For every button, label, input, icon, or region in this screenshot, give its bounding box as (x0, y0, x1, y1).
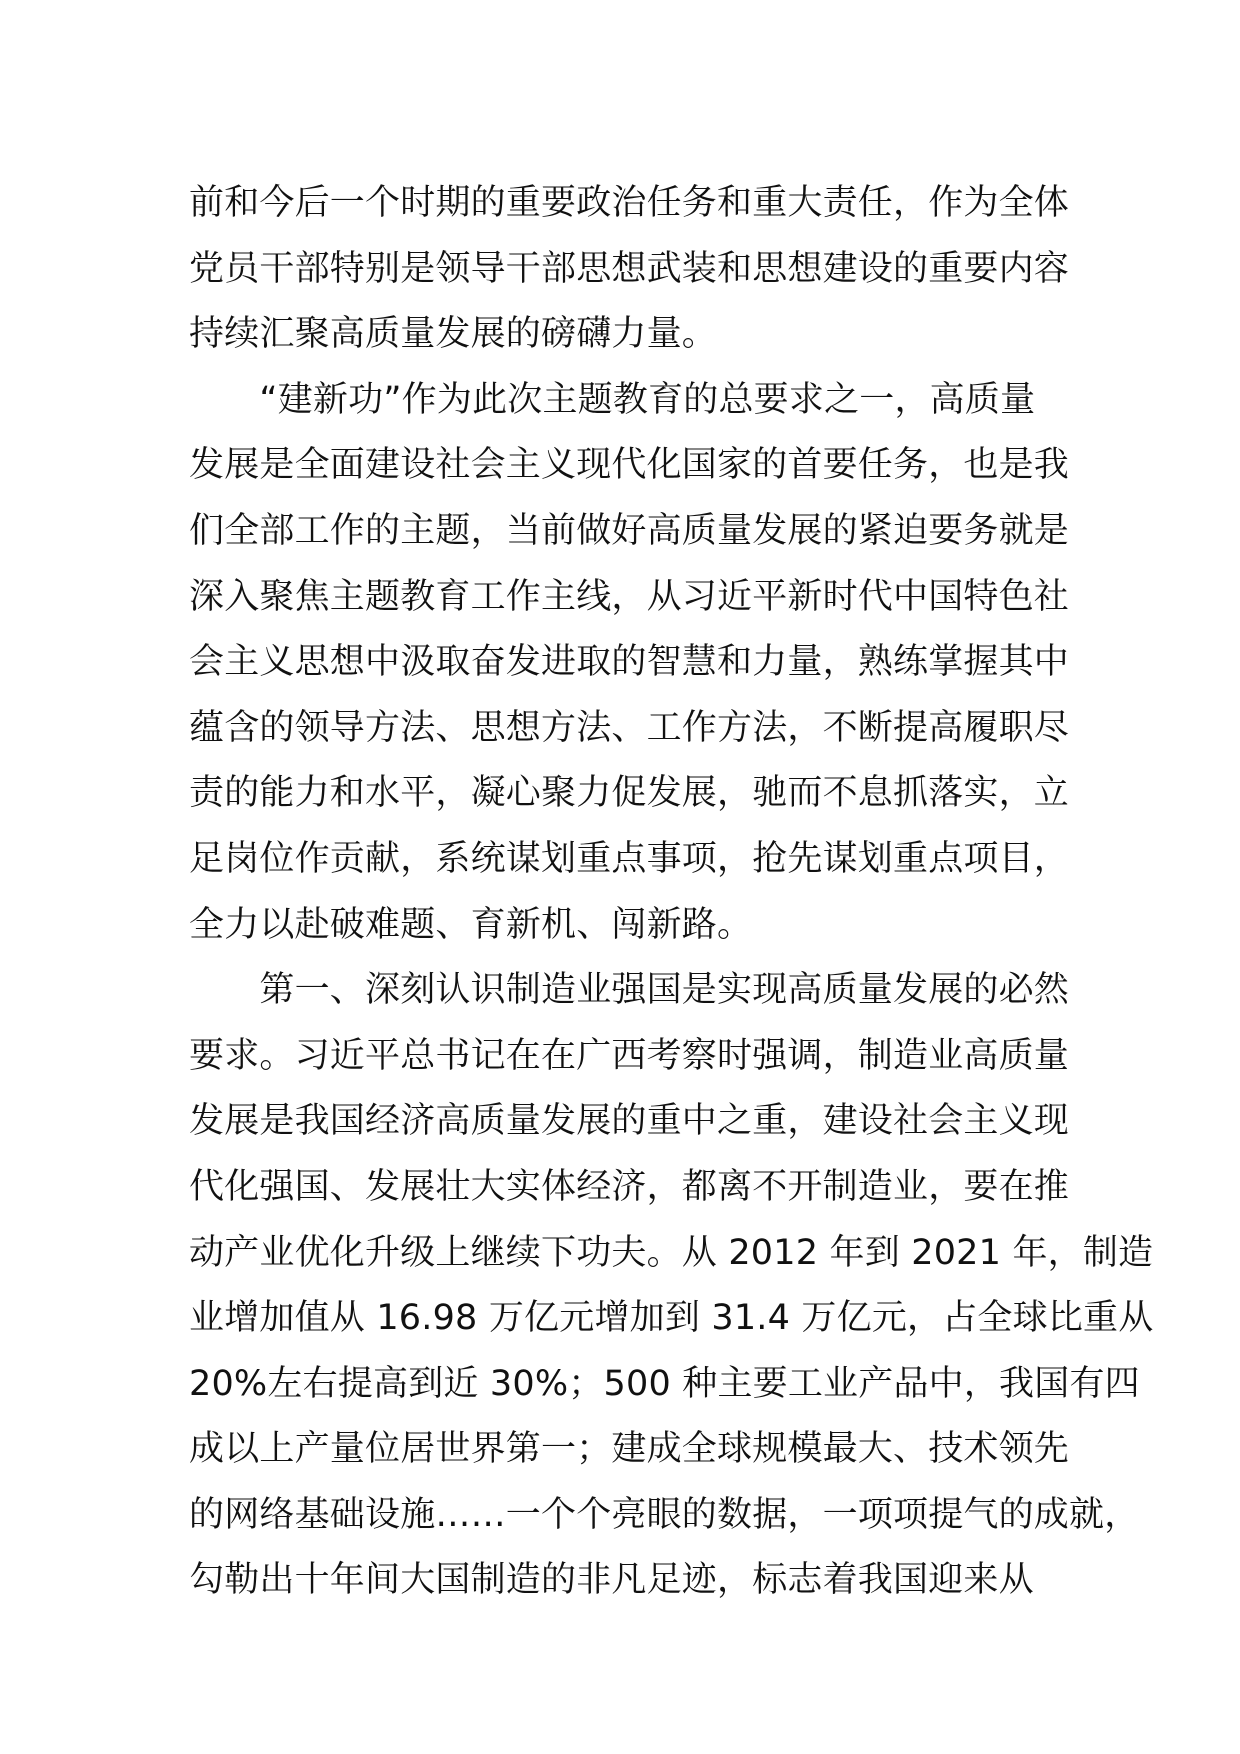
text-line: 动产业优化升级上继续下功夫。从 2012 年到 2021 年，制造 (189, 1232, 1154, 1273)
text-line: 第一、深刻认识制造业强国是实现高质量发展的必然 (189, 970, 1070, 1011)
text-line: 党员干部特别是领导干部思想武装和思想建设的重要内容 (189, 248, 1070, 289)
text-line: 业增加值从 16.98 万亿元增加到 31.4 万亿元，占全球比重从 (189, 1298, 1154, 1339)
text-line: 的网络基础设施……一个个亮眼的数据，一项项提气的成就， (189, 1494, 1140, 1535)
text-line: 责的能力和水平，凝心聚力促发展，驰而不息抓落实，立 (189, 773, 1070, 814)
text-line: “建新功”作为此次主题教育的总要求之一，高质量 (189, 379, 1036, 420)
text-line: 发展是我国经济高质量发展的重中之重，建设社会主义现 (189, 1101, 1070, 1142)
text-line: 全力以赴破难题、育新机、闯新路。 (189, 904, 753, 945)
text-line: 前和今后一个时期的重要政治任务和重大责任，作为全体 (189, 183, 1070, 223)
text-line: 蕴含的领导方法、思想方法、工作方法，不断提高履职尽 (189, 707, 1070, 748)
text-line: 们全部工作的主题，当前做好高质量发展的紧迫要务就是 (189, 510, 1070, 551)
text-line: 代化强国、发展壮大实体经济，都离不开制造业，要在推 (189, 1166, 1070, 1207)
text-line: 会主义思想中汲取奋发进取的智慧和力量，熟练掌握其中 (189, 642, 1070, 683)
text-line: 持续汇聚高质量发展的磅礴力量。 (189, 314, 718, 355)
text-line: 20%左右提高到近 30%；500 种主要工业产品中，我国有四 (189, 1363, 1140, 1404)
text-line: 足岗位作贡献，系统谋划重点事项，抢先谋划重点项目， (189, 838, 1070, 879)
text-line: 勾勒出十年间大国制造的非凡足迹，标志着我国迎来从 (189, 1560, 1034, 1601)
text-line: 深入聚焦主题教育工作主线，从习近平新时代中国特色社 (189, 576, 1070, 617)
text-line: 成以上产量位居世界第一；建成全球规模最大、技术领先 (189, 1429, 1070, 1470)
body-text (189, 171, 1154, 1614)
text-line: 发展是全面建设社会主义现代化国家的首要任务，也是我 (189, 445, 1070, 486)
text-line: 要求。习近平总书记在在广西考察时强调，制造业高质量 (189, 1035, 1070, 1076)
